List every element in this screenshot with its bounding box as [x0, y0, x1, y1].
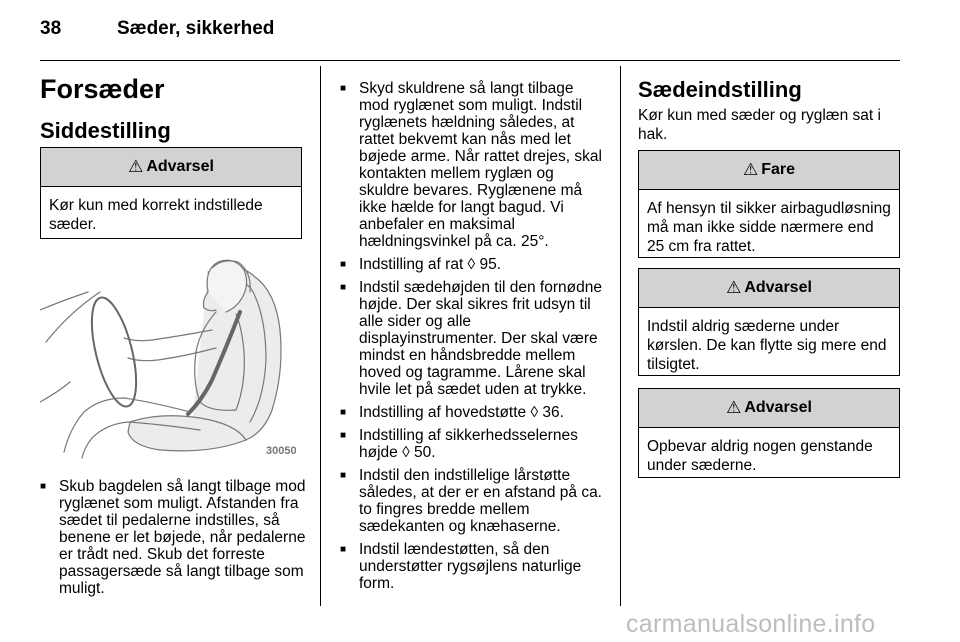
- list-item: ■ Indstilling af sikkerhedsselernes højde ◊ 50.: [340, 427, 606, 461]
- seated-driver-illustration: [40, 252, 302, 460]
- warning-triangle-icon: ⚠: [726, 278, 742, 297]
- column-divider-2: [620, 66, 621, 606]
- page-number: 38: [40, 18, 62, 39]
- section-heading: Siddestilling: [40, 118, 171, 143]
- column-divider-1: [320, 66, 321, 606]
- warning-title: Advarsel: [146, 158, 214, 175]
- intro-text: Kør kun med sæder og ryglæn sat i hak.: [638, 107, 881, 143]
- list-item: ■ Indstil lændestøtten, så den understøtter rygsøjlens naturlige form.: [340, 541, 606, 592]
- list-item: ■ Indstilling af hovedstøtte ◊ 36.: [340, 404, 606, 421]
- warning-box: [638, 388, 900, 478]
- list-item: ■ Indstil den indstillelige lårstøtte således, at der er en afstand på ca. to fingres bredde mellem sædekanten og knæhaserne.: [340, 467, 606, 535]
- warning-header: [639, 389, 899, 428]
- warning-triangle-icon: ⚠: [742, 160, 759, 179]
- danger-header: [639, 151, 899, 190]
- warning-triangle-icon: ⚠: [128, 157, 144, 176]
- warning-triangle-icon: ⚠: [726, 398, 742, 417]
- warning-text: Indstil aldrig sæderne under kørslen. De kan flytte sig mere end tilsigtet.: [647, 318, 887, 373]
- section-heading-2: Sædeindstilling: [638, 77, 802, 102]
- list-item: ■ Indstil sædehøjden til den fornødne højde. Der skal sikres frit udsyn til alle sider og alle displayinstrumenter. Der skal være mindst en håndsbredde mellem hoved og tagramme. Lårene skal hvile let på sædet uden at trykke.: [340, 279, 606, 398]
- list-item: ■ Skyd skuldrene så langt tilbage mod ryglænet som muligt. Indstil ryglænets hældning således, at rattet bekvemt kan nås med let bøjede arme. Når rattet drejes, skal kontakten mellem ryglæn og skuldre bevares. Ryglænene må ikke hælde for langt bagud. Vi anbefaler en maksimal hældningsvinkel på ca. 25°.: [340, 80, 606, 250]
- warning-box: [40, 147, 302, 239]
- warning-text: Kør kun med korrekt indstillede sæder.: [49, 197, 263, 233]
- warning-title: Advarsel: [744, 399, 812, 416]
- warning-header: [639, 269, 899, 308]
- danger-box: [638, 150, 900, 258]
- bullet-list-col2: [340, 80, 606, 598]
- figure-code: 30050: [266, 445, 297, 457]
- warning-text: Opbevar aldrig nogen genstande under sæderne.: [647, 438, 873, 474]
- warning-box: [638, 268, 900, 376]
- warning-title: Advarsel: [744, 279, 812, 296]
- watermark: carmanualsonline.info: [626, 610, 876, 638]
- chapter-title: Forsæder: [40, 74, 165, 104]
- warning-header: [41, 148, 301, 187]
- list-item: ■ Indstilling af rat ◊ 95.: [340, 256, 606, 273]
- danger-text: Af hensyn til sikker airbagudløsning må man ikke sidde nærmere end 25 cm fra rattet.: [647, 200, 891, 255]
- list-item: ■ Skub bagdelen så langt tilbage mod ryglænet som muligt. Afstanden fra sædet til pedalerne indstilles, så benene er let bøjede, når pedalerne er trådt ned. Skub det forreste passagersæde så langt tilbage som muligt.: [40, 478, 308, 597]
- header-rule: [40, 60, 900, 61]
- section-title: Sæder, sikkerhed: [117, 18, 275, 39]
- danger-title: Fare: [761, 161, 796, 178]
- bullet-list-col1: [40, 478, 308, 603]
